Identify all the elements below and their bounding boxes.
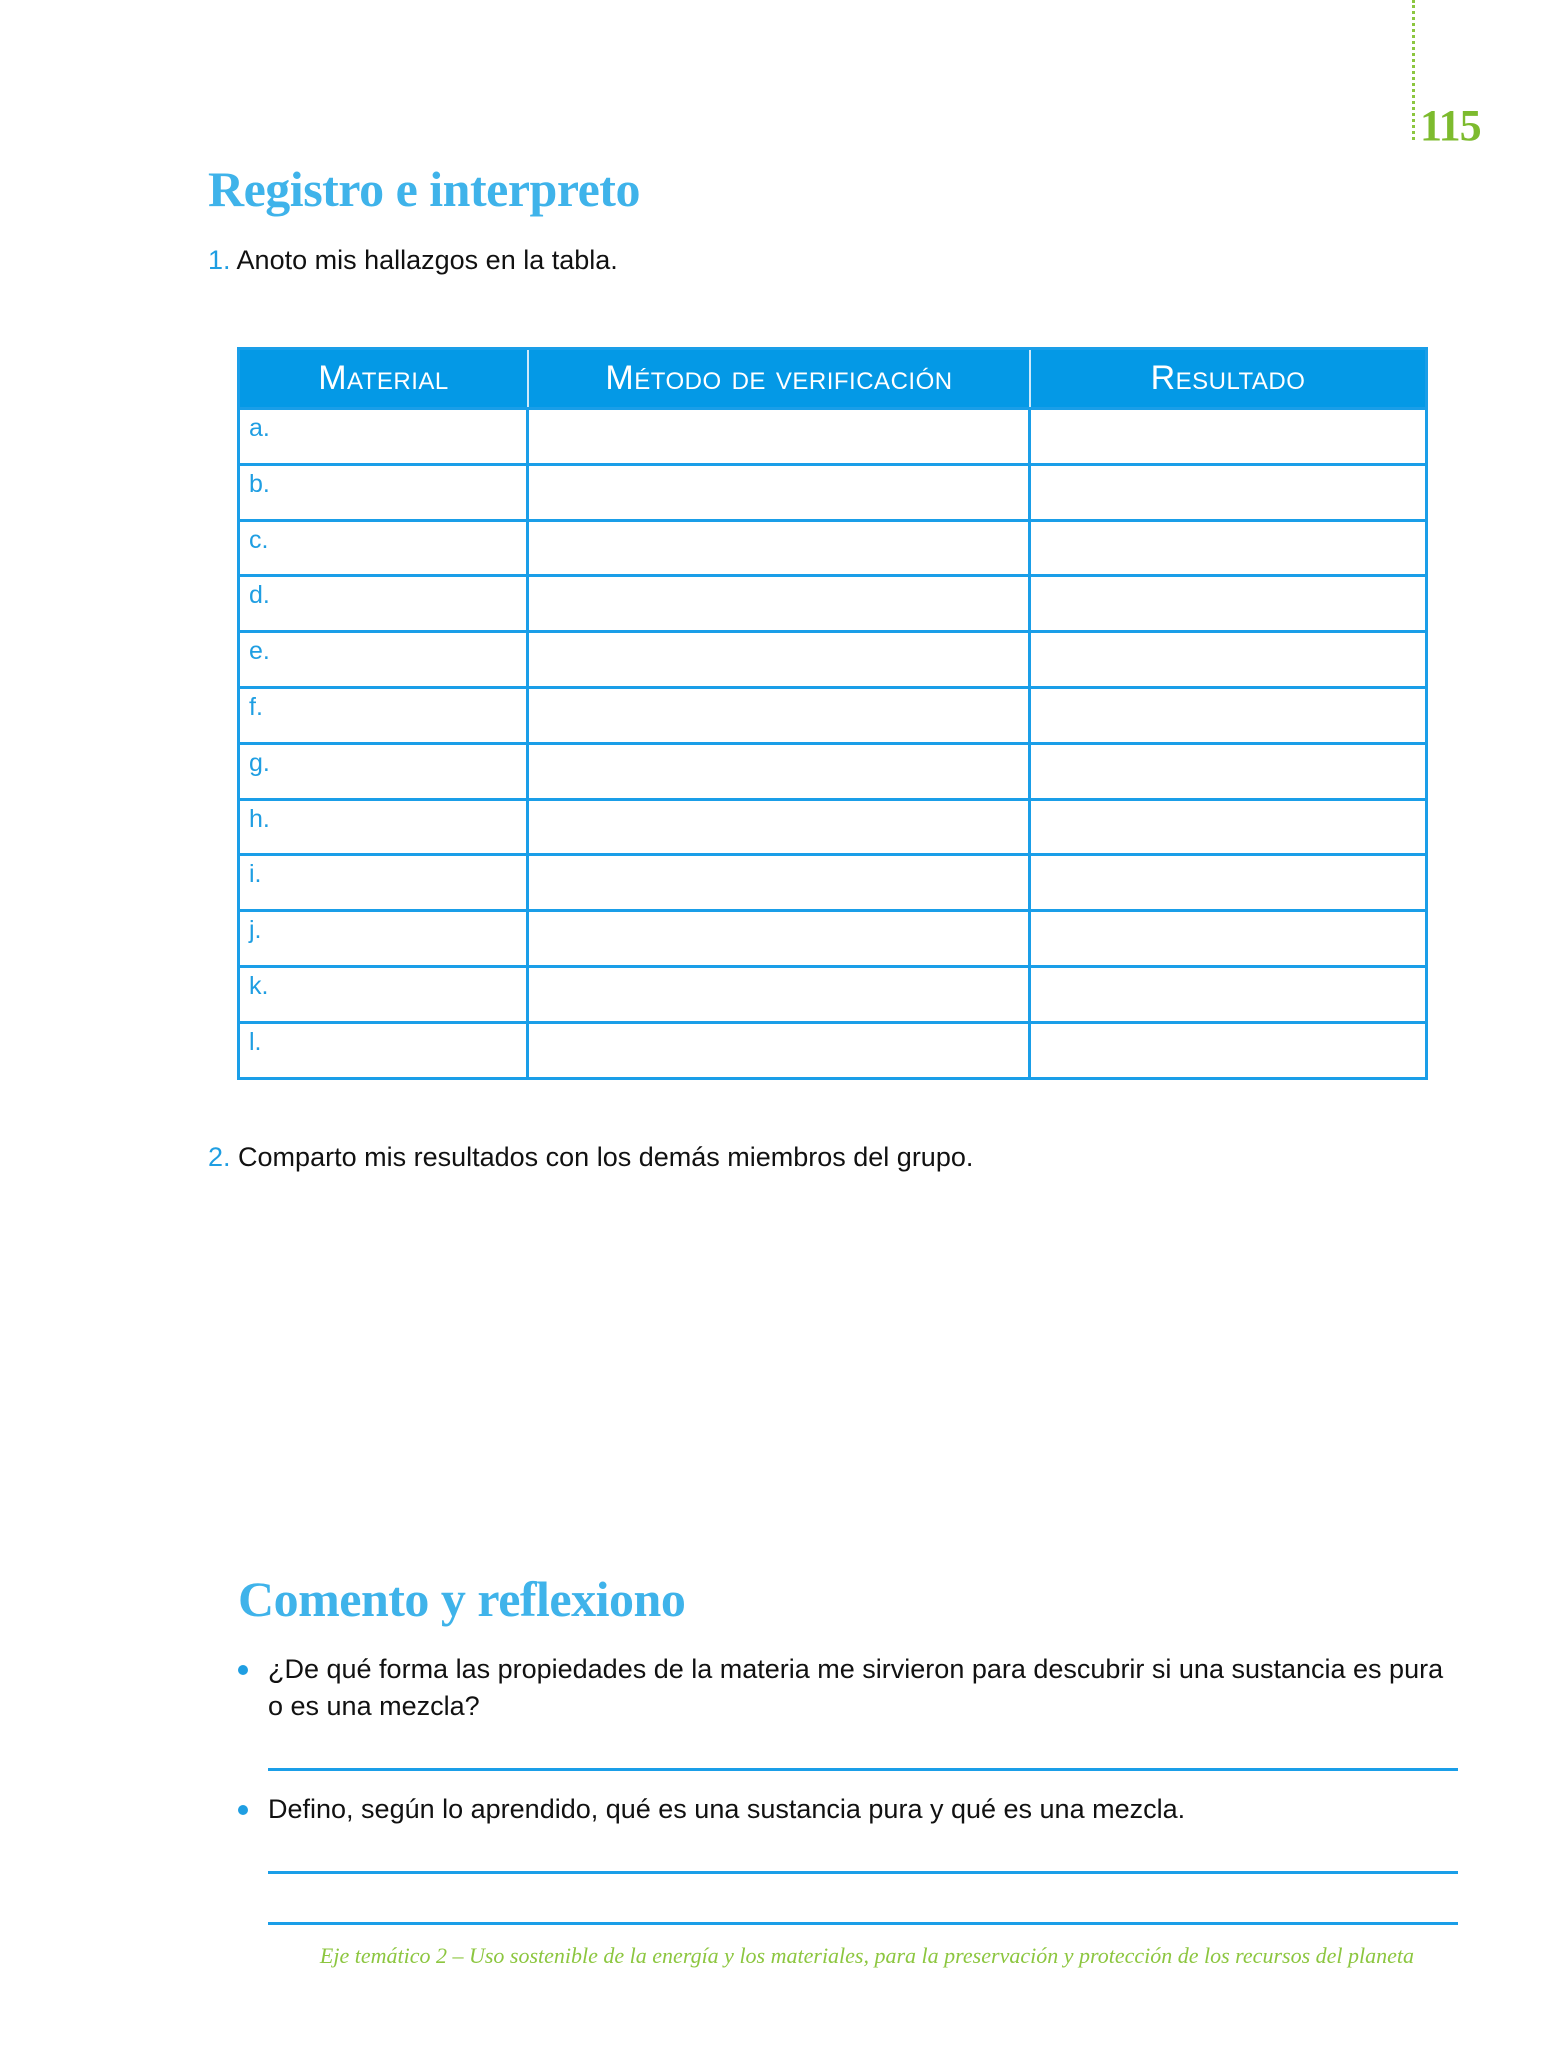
result-cell[interactable] [1031, 801, 1425, 854]
instruction-text: Comparto mis resultados con los demás miembros del grupo. [238, 1142, 974, 1172]
table-row [240, 630, 1425, 686]
header-method: Método de verificación [529, 350, 1031, 407]
table-row [240, 1021, 1425, 1077]
instruction-1 [208, 245, 618, 276]
page-number: 115 [1420, 101, 1481, 150]
result-cell[interactable] [1031, 1024, 1425, 1077]
header-result: Resultado [1150, 359, 1306, 397]
header-material: Material [240, 350, 529, 407]
method-cell[interactable] [529, 466, 1031, 519]
material-cell[interactable]: j. [240, 912, 529, 965]
method-cell[interactable] [529, 856, 1031, 909]
material-cell[interactable]: g. [240, 745, 529, 798]
result-cell[interactable] [1031, 745, 1425, 798]
question-1 [238, 1651, 1458, 1725]
findings-table [237, 347, 1428, 1080]
table-row [240, 574, 1425, 630]
instruction-text: Anoto mis hallazgos en la tabla. [236, 245, 618, 275]
result-cell[interactable] [1031, 466, 1425, 519]
table-row [240, 798, 1425, 854]
margin-dotted-rule [1412, 0, 1415, 140]
table-row [240, 909, 1425, 965]
material-cell[interactable]: l. [240, 1024, 529, 1077]
answer-line-2[interactable] [268, 1871, 1458, 1874]
method-cell[interactable] [529, 801, 1031, 854]
method-cell[interactable] [529, 577, 1031, 630]
material-cell[interactable]: b. [240, 466, 529, 519]
method-cell[interactable] [529, 689, 1031, 742]
result-cell[interactable] [1031, 633, 1425, 686]
material-cell[interactable]: d. [240, 577, 529, 630]
instruction-number: 1. [208, 245, 231, 275]
method-cell[interactable] [529, 968, 1031, 1021]
section-title-comento: Comento y reflexiono [238, 1571, 686, 1627]
method-cell[interactable] [529, 745, 1031, 798]
method-cell[interactable] [529, 912, 1031, 965]
section-title-registro: Registro e interpreto [208, 161, 640, 217]
instruction-2 [208, 1142, 973, 1173]
table-row [240, 463, 1425, 519]
method-cell[interactable] [529, 1024, 1031, 1077]
result-cell[interactable] [1031, 912, 1425, 965]
material-cell[interactable]: h. [240, 801, 529, 854]
result-cell[interactable] [1031, 968, 1425, 1021]
table-row [240, 519, 1425, 575]
material-cell[interactable]: e. [240, 633, 529, 686]
material-cell[interactable]: a. [240, 410, 529, 463]
method-cell[interactable] [529, 410, 1031, 463]
footer-theme-text: Eje temático 2 – Uso sostenible de la energía y los materiales, para la preservación y protección de los recursos del planeta [319, 1943, 1414, 1968]
result-cell[interactable] [1031, 689, 1425, 742]
answer-line-1[interactable] [268, 1768, 1458, 1771]
bullet-icon [238, 1805, 248, 1815]
material-cell[interactable]: f. [240, 689, 529, 742]
answer-line-3[interactable] [268, 1922, 1458, 1925]
bullet-icon [238, 1665, 248, 1675]
method-cell[interactable] [529, 522, 1031, 575]
instruction-number: 2. [208, 1142, 231, 1172]
question-2 [238, 1791, 1458, 1828]
question-text: ¿De qué forma las propiedades de la materia me sirvieron para descubrir si una sustancia es pura o es una mezcla? [268, 1654, 1444, 1721]
result-cell[interactable] [1031, 577, 1425, 630]
material-cell[interactable]: k. [240, 968, 529, 1021]
material-cell[interactable]: i. [240, 856, 529, 909]
table-row [240, 853, 1425, 909]
result-cell[interactable] [1031, 856, 1425, 909]
table-row [240, 686, 1425, 742]
table-row [240, 407, 1425, 463]
method-cell[interactable] [529, 633, 1031, 686]
result-cell[interactable] [1031, 522, 1425, 575]
material-cell[interactable]: c. [240, 522, 529, 575]
question-text: Defino, según lo aprendido, qué es una sustancia pura y qué es una mezcla. [268, 1794, 1186, 1824]
table-header [240, 350, 1425, 407]
table-row [240, 965, 1425, 1021]
result-cell[interactable] [1031, 410, 1425, 463]
table-row [240, 742, 1425, 798]
